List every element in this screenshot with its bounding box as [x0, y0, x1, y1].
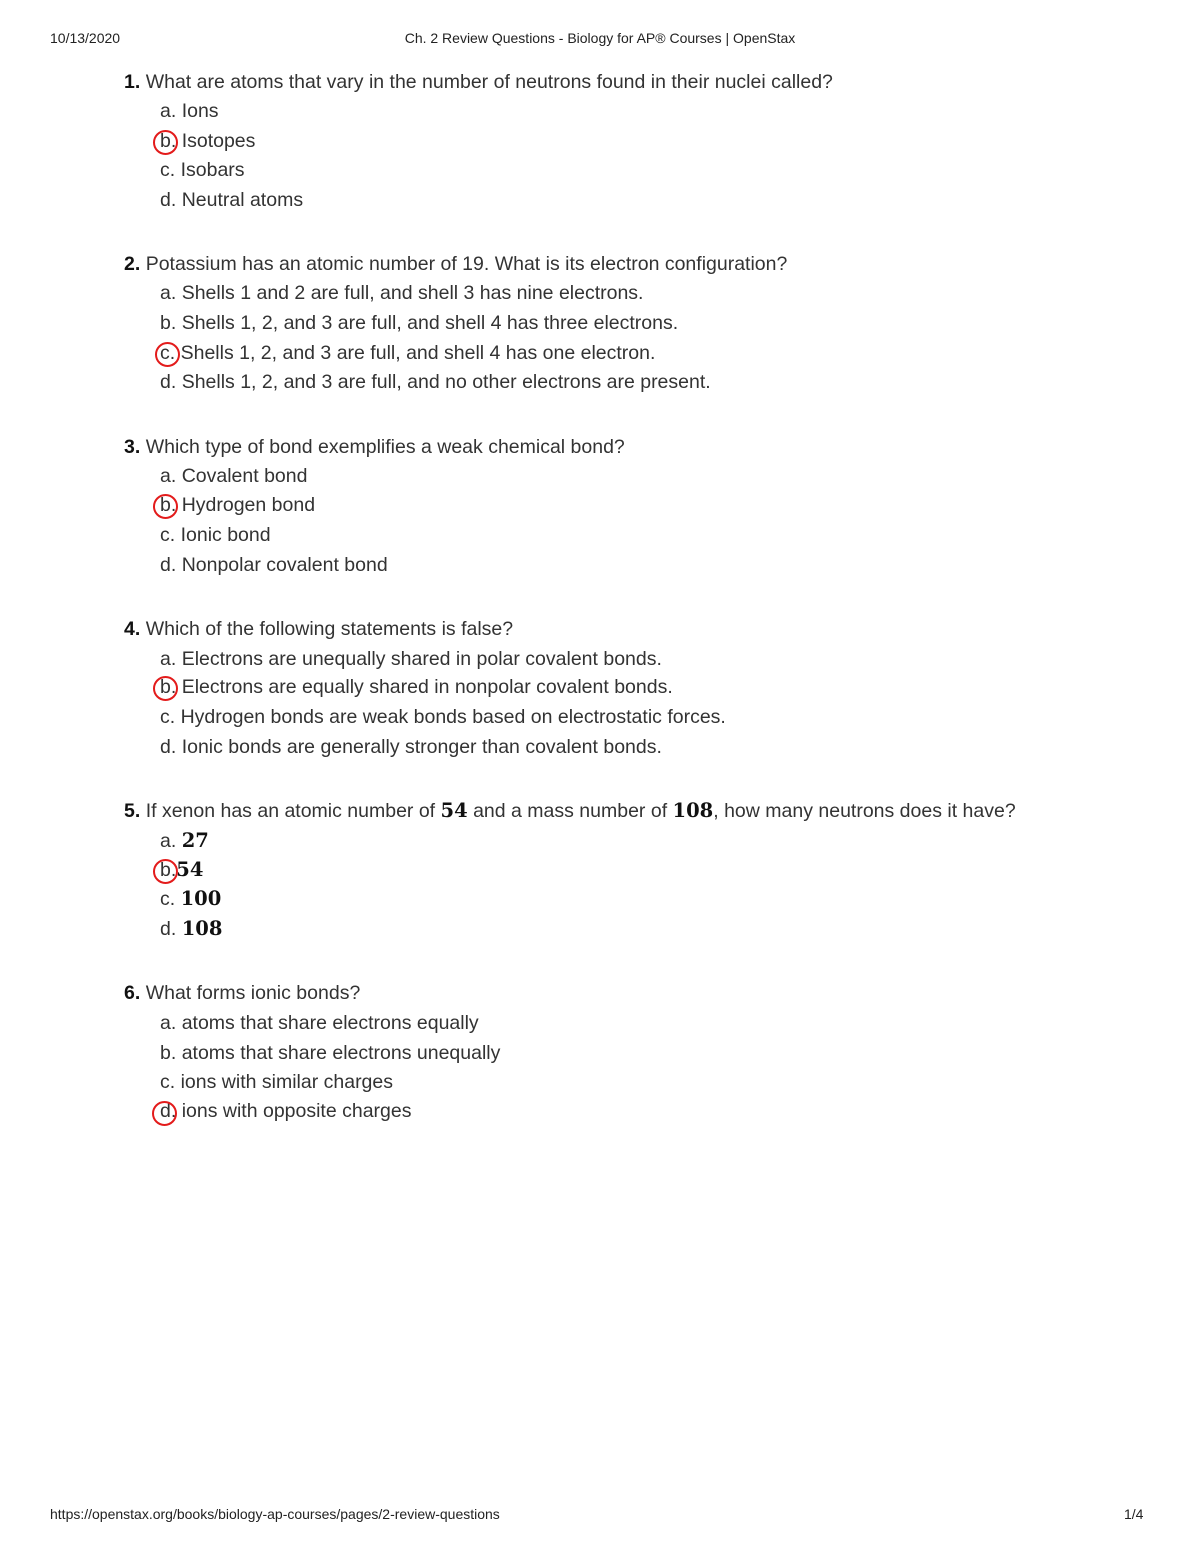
- option-text: 54: [176, 858, 204, 881]
- option-text: Electrons are equally shared in nonpolar covalent bonds.: [181, 676, 673, 698]
- question-6: [124, 982, 360, 1004]
- question-number: 3.: [124, 436, 141, 458]
- page-title: Ch. 2 Review Questions - Biology for AP® Courses | OpenStax: [404, 30, 796, 46]
- option-letter: d.: [160, 189, 177, 211]
- question-text: Which type of bond exemplifies a weak chemical bond?: [145, 436, 625, 458]
- question-number: 5.: [124, 800, 141, 822]
- option-1d: [160, 189, 303, 211]
- page-number: 1/4: [1124, 1506, 1144, 1522]
- option-letter: d.: [160, 918, 177, 940]
- option-text: atoms that share electrons unequally: [181, 1042, 501, 1064]
- option-text: Nonpolar covalent bond: [181, 554, 388, 576]
- question-4: [124, 618, 513, 640]
- option-letter: c.: [160, 159, 176, 181]
- option-2b: [160, 312, 678, 334]
- question-3: [124, 436, 625, 458]
- answer-circle-mark: [153, 676, 178, 701]
- option-text: Neutral atoms: [181, 189, 304, 211]
- option-3b: [160, 494, 315, 516]
- question-number: 1.: [124, 71, 141, 93]
- option-text: ions with opposite charges: [181, 1100, 412, 1122]
- question-text-mid: and a mass number of: [467, 800, 673, 822]
- question-text: Which of the following statements is false?: [145, 618, 514, 640]
- option-letter: c.: [160, 706, 176, 728]
- option-2d: [160, 371, 711, 393]
- mass-number-value: 108: [672, 799, 714, 822]
- question-text: Potassium has an atomic number of 19. What is its electron configuration?: [145, 253, 788, 275]
- print-date: 10/13/2020: [50, 30, 121, 46]
- option-text: 100: [180, 887, 222, 910]
- option-text: Ionic bond: [180, 524, 271, 546]
- question-1: [124, 71, 833, 93]
- option-letter: d.: [160, 554, 177, 576]
- question-text-post: , how many neutrons does it have?: [713, 800, 1016, 822]
- option-letter: c.: [160, 888, 176, 910]
- option-3d: [160, 554, 388, 576]
- atomic-number-value: 54: [440, 799, 468, 822]
- option-text: Shells 1, 2, and 3 are full, and shell 4 has three electrons.: [181, 312, 679, 334]
- question-text: What are atoms that vary in the number of neutrons found in their nuclei called?: [145, 71, 833, 93]
- question-number: 4.: [124, 618, 141, 640]
- option-6d: [160, 1100, 412, 1122]
- question-text-pre: If xenon has an atomic number of: [145, 800, 441, 822]
- option-6a: [160, 1012, 479, 1034]
- option-letter: b.: [160, 859, 177, 881]
- option-letter: d.: [160, 371, 177, 393]
- option-letter: a.: [160, 282, 177, 304]
- option-1a: [160, 100, 219, 122]
- option-letter: b.: [160, 312, 177, 334]
- option-text: 108: [181, 917, 223, 940]
- option-text: Shells 1 and 2 are full, and shell 3 has nine electrons.: [181, 282, 644, 304]
- answer-circle-mark: [155, 342, 180, 367]
- option-letter: d.: [160, 736, 177, 758]
- option-letter: b.: [160, 130, 177, 152]
- option-text: Hydrogen bond: [181, 494, 316, 516]
- option-5a: [160, 830, 209, 852]
- option-4c: [160, 706, 726, 728]
- answer-circle-mark: [153, 859, 178, 884]
- answer-circle-mark: [153, 130, 178, 155]
- option-letter: b.: [160, 1042, 177, 1064]
- option-4b: [160, 676, 673, 698]
- option-6b: [160, 1042, 500, 1064]
- option-text: ions with similar charges: [180, 1071, 393, 1093]
- option-4a: [160, 648, 662, 670]
- option-text: Isotopes: [181, 130, 256, 152]
- question-number: 2.: [124, 253, 141, 275]
- option-letter: d.: [160, 1100, 177, 1122]
- option-4d: [160, 736, 662, 758]
- option-1c: [160, 159, 245, 181]
- option-2c: [160, 342, 655, 364]
- option-letter: a.: [160, 465, 177, 487]
- option-letter: c.: [160, 342, 176, 364]
- option-text: Ionic bonds are generally stronger than covalent bonds.: [181, 736, 662, 758]
- option-6c: [160, 1071, 393, 1093]
- option-letter: a.: [160, 1012, 177, 1034]
- option-letter: c.: [160, 1071, 176, 1093]
- option-5c: [160, 888, 221, 910]
- option-5d: [160, 918, 222, 940]
- question-5: [124, 800, 1016, 822]
- option-text: Electrons are unequally shared in polar covalent bonds.: [181, 648, 662, 670]
- option-letter: b.: [160, 676, 177, 698]
- option-text: Hydrogen bonds are weak bonds based on electrostatic forces.: [180, 706, 726, 728]
- question-2: [124, 253, 787, 275]
- option-text: Ions: [181, 100, 219, 122]
- question-text: What forms ionic bonds?: [145, 982, 361, 1004]
- answer-circle-mark: [153, 494, 178, 519]
- option-text: atoms that share electrons equally: [181, 1012, 479, 1034]
- option-3a: [160, 465, 307, 487]
- option-text: Shells 1, 2, and 3 are full, and no other electrons are present.: [181, 371, 711, 393]
- option-letter: a.: [160, 648, 177, 670]
- option-3c: [160, 524, 271, 546]
- option-letter: a.: [160, 100, 177, 122]
- option-text: Shells 1, 2, and 3 are full, and shell 4 has one electron.: [180, 342, 656, 364]
- option-letter: b.: [160, 494, 177, 516]
- option-letter: c.: [160, 524, 176, 546]
- answer-circle-mark: [152, 1101, 177, 1126]
- option-text: 27: [181, 829, 209, 852]
- option-2a: [160, 282, 643, 304]
- option-letter: a.: [160, 830, 177, 852]
- page-url: https://openstax.org/books/biology-ap-courses/pages/2-review-questions: [50, 1506, 500, 1522]
- option-text: Isobars: [180, 159, 245, 181]
- question-number: 6.: [124, 982, 141, 1004]
- option-text: Covalent bond: [181, 465, 308, 487]
